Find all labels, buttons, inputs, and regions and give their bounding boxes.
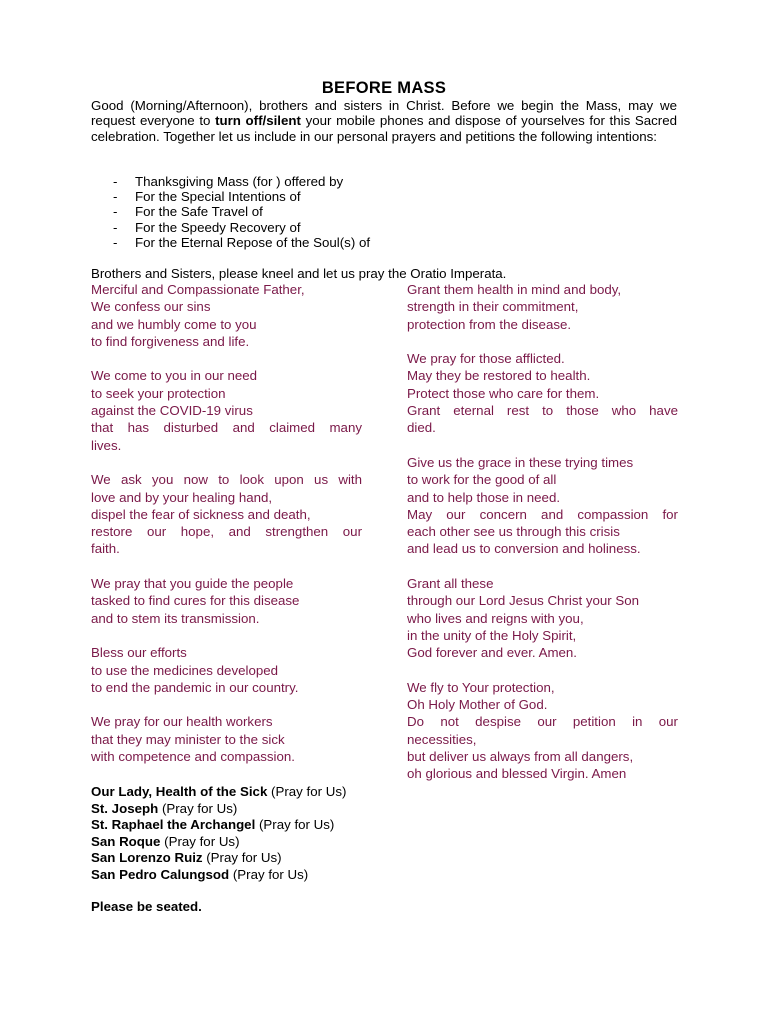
saint-name: San Lorenzo Ruiz <box>91 850 203 866</box>
invocation-line <box>91 817 491 834</box>
prayer-stanza <box>91 713 362 765</box>
prayer-line: Grant them health in mind and body, <box>407 282 622 297</box>
prayer-line: each other see us through this crisis <box>407 524 620 540</box>
intention-text: For the Eternal Repose of the Soul(s) of <box>135 234 371 250</box>
prayer-line: necessities, <box>407 731 477 747</box>
intention-text: For the Special Intentions of <box>135 189 301 205</box>
prayer-stanza <box>407 454 678 558</box>
prayer-line: to find forgiveness and life. <box>91 333 250 349</box>
prayer-line: to use the medicines developed <box>91 662 279 678</box>
prayer-line: Merciful and Compassionate Father, <box>91 282 305 297</box>
kneel-instruction: Brothers and Sisters, please kneel and let us pray the Oratio Imperata. <box>91 266 507 281</box>
intention-text: For the Speedy Recovery of <box>135 219 301 235</box>
prayer-line: that they may minister to the sick <box>91 731 285 747</box>
prayer-line: with competence and compassion. <box>91 749 295 765</box>
dash-bullet: - <box>113 219 118 235</box>
prayer-line: We pray that you guide the people <box>91 576 294 592</box>
saint-name: Our Lady, Health of the Sick <box>91 784 268 799</box>
dash-bullet: - <box>113 189 118 205</box>
intention-text: For the Safe Travel of <box>135 204 263 220</box>
prayer-stanza <box>407 679 678 783</box>
intention-item <box>113 189 513 204</box>
prayer-line: Do not despise our petition in our <box>407 714 678 730</box>
prayer-line: dispel the fear of sickness and death, <box>91 506 311 522</box>
prayer-line: Give us the grace in these trying times <box>407 454 634 470</box>
prayer-line: lives. <box>91 437 122 453</box>
saint-name: San Roque <box>91 833 161 849</box>
prayer-stanza <box>91 281 362 350</box>
prayer-line: We confess our sins <box>91 299 211 315</box>
invocation-line <box>91 801 491 818</box>
intentions-list <box>113 174 513 250</box>
prayer-line: Oh Holy Mother of God. <box>407 697 548 713</box>
invocation-response: (Pray for Us) <box>229 866 309 882</box>
closing-instruction: Please be seated. <box>91 899 202 914</box>
intention-text: Thanksgiving Mass (for ) offered by <box>135 174 344 189</box>
intention-item <box>113 204 513 219</box>
intention-item <box>113 220 513 235</box>
prayer-line: May our concern and compassion for <box>407 506 678 522</box>
prayer-line: and lead us to conversion and holiness. <box>407 541 641 557</box>
intro-bold-text: turn off/silent <box>215 113 301 129</box>
prayer-line: We pray for those afflicted. <box>407 351 565 367</box>
prayer-line: faith. <box>91 541 120 557</box>
invocation-response: (Pray for Us) <box>202 850 282 866</box>
invocation-response: (Pray for Us) <box>255 817 335 833</box>
prayer-line: died. <box>407 420 436 436</box>
invocation-line <box>91 850 491 867</box>
invocations-list <box>91 784 491 884</box>
prayer-stanza <box>91 575 362 627</box>
prayer-stanza <box>407 281 678 333</box>
prayer-stanza <box>91 471 362 557</box>
prayer-stanza <box>407 350 678 436</box>
prayer-line: and we humbly come to you <box>91 316 257 332</box>
prayer-line: Grant eternal rest to those who have <box>407 403 678 419</box>
prayer-line: We come to you in our need <box>91 368 258 384</box>
prayer-line: in the unity of the Holy Spirit, <box>407 627 577 643</box>
prayer-line: through our Lord Jesus Christ your Son <box>407 593 640 609</box>
intro-text-2: your mobile phones and dispose of yourselves for this Sacred celebration. Together let us include in our personal prayers and petitions the following intentions: <box>91 113 677 144</box>
prayer-line: to seek your protection <box>91 385 226 401</box>
invocation-line <box>91 784 491 801</box>
prayer-line: Bless our efforts <box>91 645 187 661</box>
prayer-line: to work for the good of all <box>407 472 557 488</box>
dash-bullet: - <box>113 234 118 250</box>
prayer-line: strength in their commitment, <box>407 299 579 315</box>
prayer-line: protection from the disease. <box>407 316 572 332</box>
dash-bullet: - <box>113 174 118 189</box>
prayer-line: restore our hope, and strengthen our <box>91 524 362 540</box>
prayer-line: We pray for our health workers <box>91 714 273 730</box>
invocation-response: (Pray for Us) <box>160 833 240 849</box>
intention-item <box>113 174 513 189</box>
prayer-line: and to stem its transmission. <box>91 610 260 626</box>
prayer-line: that has disturbed and claimed many <box>91 420 362 436</box>
prayer-line: Protect those who care for them. <box>407 385 600 401</box>
prayer-line: to end the pandemic in our country. <box>91 679 299 695</box>
prayer-stanza <box>407 575 678 661</box>
intention-item <box>113 235 513 250</box>
prayer-line: May they be restored to health. <box>407 368 591 384</box>
invocation-line <box>91 867 491 884</box>
prayer-line: God forever and ever. Amen. <box>407 645 578 661</box>
page-title: BEFORE MASS <box>321 79 447 97</box>
saint-name: San Pedro Calungsod <box>91 866 230 882</box>
prayer-line: Grant all these <box>407 576 494 592</box>
invocation-response: (Pray for Us) <box>267 784 347 799</box>
invocation-line <box>91 834 491 851</box>
invocation-response: (Pray for Us) <box>158 800 238 816</box>
saint-name: St. Joseph <box>91 800 159 816</box>
intro-text-1: Good (Morning/Afternoon), brothers and sisters in Christ. Before we begin the Mass, may we request everyone to <box>91 98 677 129</box>
intro-paragraph <box>91 98 677 144</box>
dash-bullet: - <box>113 204 118 220</box>
prayer-line: oh glorious and blessed Virgin. Amen <box>407 766 627 782</box>
prayer-line: who lives and reigns with you, <box>407 610 584 626</box>
saint-name: St. Raphael the Archangel <box>91 817 256 833</box>
prayer-stanza <box>91 367 362 453</box>
prayer-line: and to help those in need. <box>407 489 561 505</box>
prayer-column-right <box>407 281 678 800</box>
prayer-line: against the COVID-19 virus <box>91 403 253 419</box>
prayer-column-left <box>91 281 362 783</box>
prayer-line: tasked to find cures for this disease <box>91 593 300 609</box>
prayer-line: love and by your healing hand, <box>91 489 273 505</box>
prayer-stanza <box>91 644 362 696</box>
prayer-line: We fly to Your protection, <box>407 679 555 695</box>
prayer-line: but deliver us always from all dangers, <box>407 749 634 765</box>
prayer-line: We ask you now to look upon us with <box>91 472 362 488</box>
